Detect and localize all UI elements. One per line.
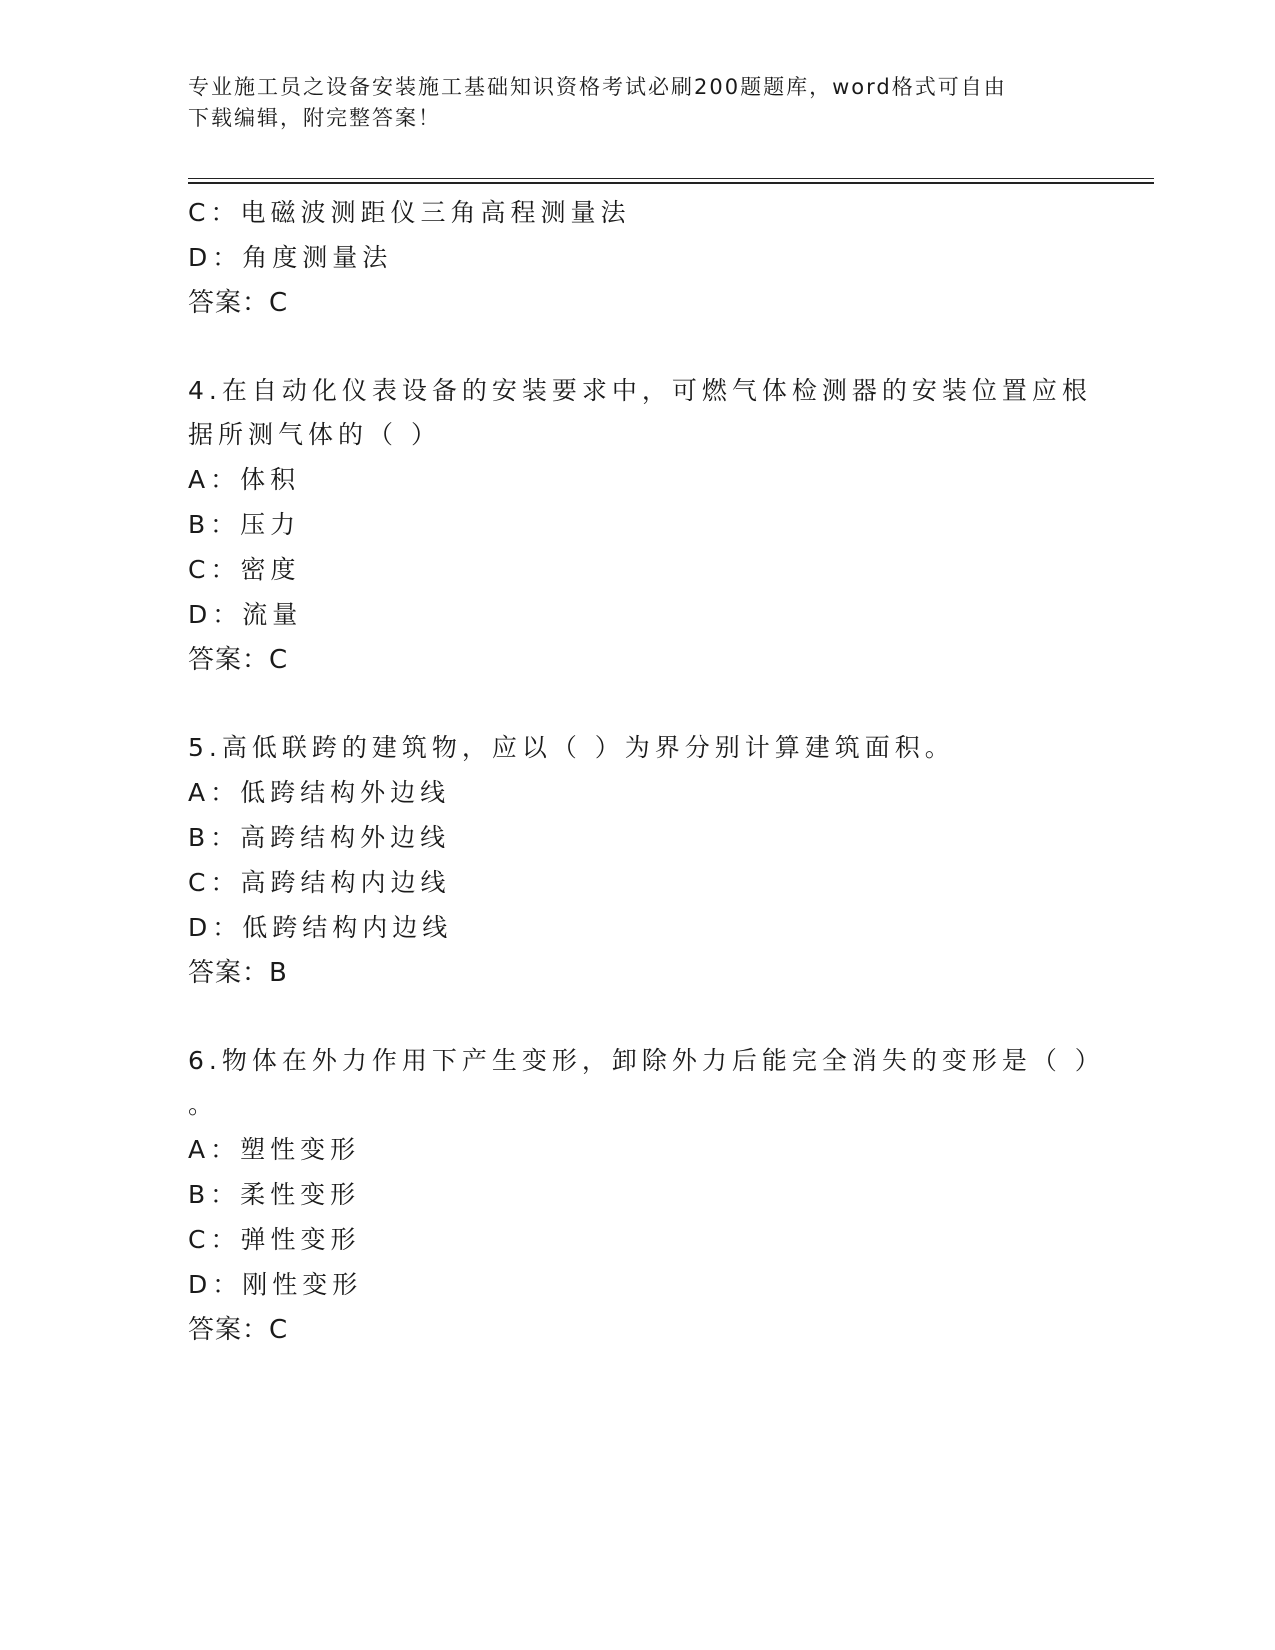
q3-option-c: C：电磁波测距仪三角高程测量法 bbox=[188, 198, 631, 227]
q5-option-a: A：低跨结构外边线 bbox=[188, 778, 451, 807]
q4-option-b: B：压力 bbox=[188, 510, 301, 539]
q4-stem-line-2: 据所测气体的（ ） bbox=[188, 420, 441, 449]
q5-option-b: B：高跨结构外边线 bbox=[188, 823, 451, 852]
header-line-2: 下载编辑，附完整答案！ bbox=[188, 106, 441, 130]
q3-option-d: D：角度测量法 bbox=[188, 243, 393, 272]
header-line-1: 专业施工员之设备安装施工基础知识资格考试必刷200题题库，word格式可自由 bbox=[188, 75, 1007, 99]
document-header bbox=[188, 72, 1088, 134]
header-rule-thick bbox=[188, 182, 1154, 184]
q6-option-a: A：塑性变形 bbox=[188, 1135, 361, 1164]
q6-stem-line-2: 。 bbox=[188, 1090, 219, 1119]
q4-stem-line-1: 4.在自动化仪表设备的安装要求中，可燃气体检测器的安装位置应根 bbox=[188, 376, 1092, 405]
q4-option-a: A：体积 bbox=[188, 465, 301, 494]
q4-option-c: C：密度 bbox=[188, 555, 301, 584]
q5-answer: 答案：B bbox=[188, 958, 288, 988]
q6-option-c: C：弹性变形 bbox=[188, 1225, 361, 1254]
header-rule-thin bbox=[188, 178, 1154, 179]
q6-answer: 答案：C bbox=[188, 1315, 289, 1345]
q6-option-b: B：柔性变形 bbox=[188, 1180, 361, 1209]
q4-answer: 答案：C bbox=[188, 645, 289, 675]
q6-stem-line-1: 6.物体在外力作用下产生变形，卸除外力后能完全消失的变形是（ ） bbox=[188, 1046, 1105, 1075]
q6-option-d: D：刚性变形 bbox=[188, 1270, 363, 1299]
q5-stem: 5.高低联跨的建筑物，应以（ ）为界分别计算建筑面积。 bbox=[188, 733, 955, 762]
q5-option-d: D：低跨结构内边线 bbox=[188, 913, 453, 942]
q5-option-c: C：高跨结构内边线 bbox=[188, 868, 451, 897]
q4-option-d: D：流量 bbox=[188, 600, 303, 629]
q3-answer: 答案：C bbox=[188, 288, 289, 318]
